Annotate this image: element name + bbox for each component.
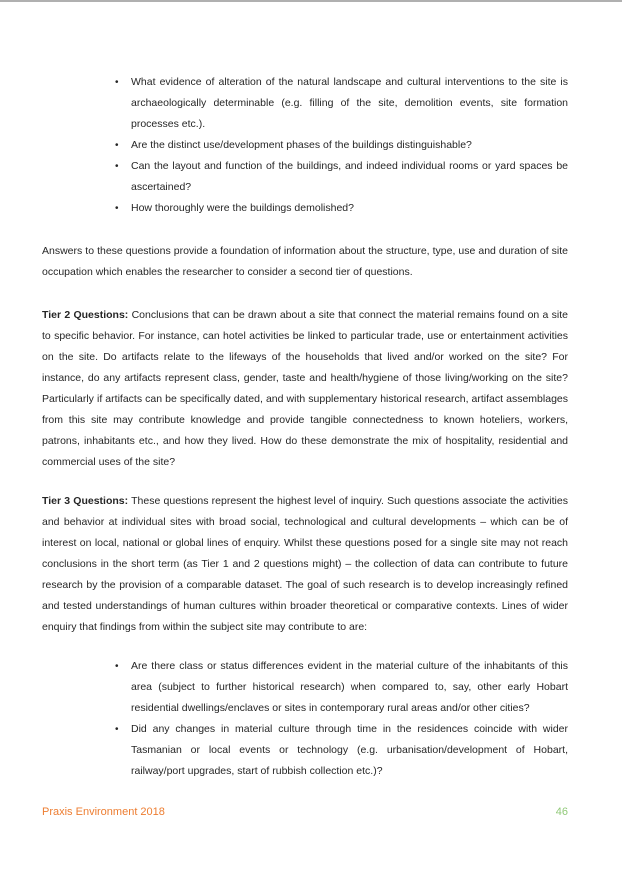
bullet-icon: • xyxy=(115,140,119,151)
bullet-icon: • xyxy=(115,661,119,672)
list-item xyxy=(42,72,568,135)
tier3-bullet-list xyxy=(42,656,568,782)
bullet-icon: • xyxy=(115,77,119,88)
tier1-bullet-list xyxy=(42,72,568,219)
tier3-label: Tier 3 Questions: xyxy=(42,495,129,507)
list-item xyxy=(42,198,568,219)
list-item-text: Are the distinct use/development phases of the buildings distinguishable? xyxy=(131,139,472,151)
tier2-label: Tier 2 Questions: xyxy=(42,309,129,321)
bullet-icon: • xyxy=(115,203,119,214)
list-item-text: Are there class or status differences evident in the material culture of the inhabitants of this area (subject to further historical research) when compared to, say, other early Hobart residential dwellings/enclaves or sites in contemporary rural areas and/or other cities? xyxy=(131,660,568,714)
tier2-paragraph xyxy=(42,305,568,473)
intro-paragraph: Answers to these questions provide a foundation of information about the structure, type, use and duration of site occupation which enables the researcher to consider a second tier of questions. xyxy=(42,245,568,278)
list-item xyxy=(42,156,568,198)
list-item-text: How thoroughly were the buildings demolished? xyxy=(131,202,354,214)
page-number: 46 xyxy=(555,806,568,818)
page-footer xyxy=(42,805,568,819)
list-item-text: Can the layout and function of the buildings, and indeed individual rooms or yard spaces be ascertained? xyxy=(131,160,568,193)
list-item xyxy=(42,656,568,719)
tier2-text: Conclusions that can be drawn about a site that connect the material remains found on a site to specific behavior. For instance, can hotel activities be linked to particular trade, use or entertainment activities on the site. Do artifacts relate to the lifeways of the households that lived and/or worked on the site? For instance, do any artifacts represent class, gender, taste and health/hygiene of those living/working on the site? Particularly if artifacts can be specifically dated, and with supplementary historical research, artifact assemblages from this site may contribute knowledge and provide tangible connectedness to known hoteliers, workers, patrons, inhabitants etc., and how they lived. How do these demonstrate the mix of hospitality, residential and commercial uses of the site? xyxy=(42,309,568,468)
tier3-text: These questions represent the highest level of inquiry. Such questions associate the activities and behavior at individual sites with broad social, technological and cultural developments – which can be of interest on local, national or global lines of enquiry. Whilst these questions posed for a single site may not reach conclusions in the short term (as Tier 1 and 2 questions might) – the collection of data can contribute to future research by the provision of a comparable dataset. The goal of such research is to develop increasingly refined and tested understandings of human cultures within broader theoretical or comparative contexts. Lines of wider enquiry that findings from within the subject site may contribute to are: xyxy=(42,495,568,633)
list-item-text: What evidence of alteration of the natural landscape and cultural interventions to the site is archaeologically determinable (e.g. filling of the site, demolition events, site formation processes etc.). xyxy=(131,76,568,130)
tier3-paragraph xyxy=(42,491,568,638)
bullet-icon: • xyxy=(115,161,119,172)
bullet-icon: • xyxy=(115,724,119,735)
footer-company: Praxis Environment 2018 xyxy=(42,806,165,818)
list-item-text: Did any changes in material culture through time in the residences coincide with wider Tasmanian or local events or technology (e.g. urbanisation/development of Hobart, railway/port upgrades, start of rubbish collection etc.)? xyxy=(131,723,568,777)
list-item xyxy=(42,719,568,782)
list-item xyxy=(42,135,568,156)
